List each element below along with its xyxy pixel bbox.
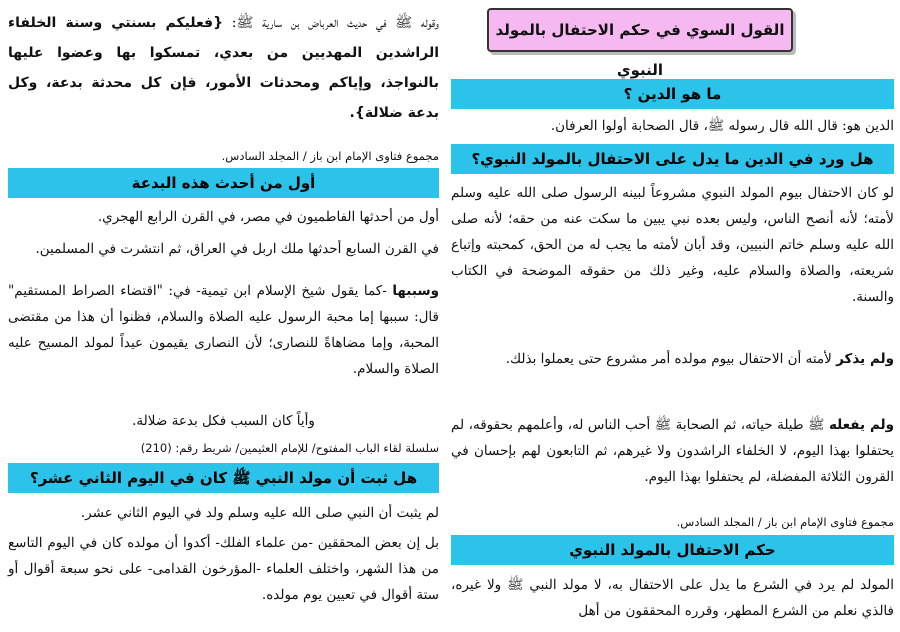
page-title-banner: القول السوي في حكم الاحتفال بالمولد النبوي xyxy=(487,8,793,52)
paragraph-text: لأمته أن الاحتفال بيوم مولده أمر مشروع حتى يعملوا بذلك. xyxy=(505,351,832,367)
section-heading-birth-date: هل ثبت أن مولد النبي ﷺ كان في اليوم الثاني عشر؟ xyxy=(8,463,439,493)
paragraph: وأياً كان السبب فكل بدعة ضلالة. xyxy=(132,413,315,429)
paragraph-text: -كما يقول شيخ الإسلام ابن تيمية- في: "اقتضاء الصراط المستقيم" قال: سببها إما محبة الرسول عليه الصلاة والسلام، فظنوا أن هذا من مقتضى المحبة، وإما مضاهاةً للنصارى؛ لأن النصارى يقيمون عيداً لمولد المسيح عليه الصلاة والسلام. xyxy=(8,283,439,377)
paragraph xyxy=(8,278,439,382)
emphasis: ولم يفعله xyxy=(828,417,894,433)
section-heading-ruling: حكم الاحتفال بالمولد النبوي xyxy=(451,535,894,565)
paragraph: المولد لم يرد في الشرع ما يدل على الاحتفال به، لا مولد النبي ﷺ ولا غيره، فالذي نعلم من الشرع المطهر، وقرره المحققون من أهل xyxy=(451,577,894,619)
section-heading-what-is-religion: ما هو الدين ؟ xyxy=(451,79,894,109)
paragraph: الدين هو: قال الله قال رسوله ﷺ، قال الصحابة أولوا العرفان. xyxy=(550,118,894,134)
emphasis: ولم يذكر xyxy=(836,351,894,367)
paragraph-text: ﷺ طيلة حياته، ثم الصحابة ﷺ أحب الناس له، وأعلمهم بحقوقه، لم يحتفلوا بهذا اليوم، لا الخلفاء الراشدون ولا غيرهم، ثم التابعون لهم بإحسان في القرون الثلاثة المفضلة، لم يحتفلوا بهذا اليوم. xyxy=(451,417,894,485)
paragraph xyxy=(451,346,894,372)
section-heading-first-innovators: أول من أحدث هذه البدعة xyxy=(8,168,439,198)
paragraph xyxy=(451,412,894,490)
emphasis: وسببها xyxy=(392,283,439,299)
source-citation: مجموع فتاوى الإمام ابن باز / المجلد السادس. xyxy=(676,515,894,529)
paragraph: لو كان الاحتفال بيوم المولد النبوي مشروعاً لبينه الرسول صلى الله عليه وسلم لأمته؛ لأنه أنصح الناس، وليس بعده نبي يبين ما سكت عنه من حقه؛ لأنه صلى الله عليه وسلم خاتم النبيين، وقد أبان لأمته ما يجب له من الحق، كمحبته وإتباع شريعته، والصلاة والسلام عليه، وغير ذلك من حقوقه الموضحة في الكتاب والسنة. xyxy=(451,185,894,305)
source-citation: مجموع فتاوى الإمام ابن باز / المجلد السادس. xyxy=(221,149,439,163)
hadith-lead: وقوله ﷺ في حديث العرباض بن سارية ﷺ: xyxy=(231,15,439,31)
paragraph: أول من أحدثها الفاطميون في مصر، في القرن الرابع الهجري. xyxy=(97,209,439,225)
hadith-quote xyxy=(8,8,439,128)
paragraph: بل إن بعض المحققين -من علماء الفلك- أكدوا أن مولده كان في اليوم التاسع من هذا الشهر، واختلف العلماء -المؤرخون القدامى- على نحو سبعة أقوال أو ستة أقوال في تعيين يوم مولده. xyxy=(8,535,439,603)
source-citation: سلسلة لقاء الباب المفتوح/ للإمام العثيمين/ شريط رقم: (210) xyxy=(140,441,439,455)
paragraph: في القرن السابع أحدثها ملك اربل في العراق، ثم انتشرت في المسلمين. xyxy=(35,241,439,257)
hadith-text: {فعليكم بسنتي وسنة الخلفاء الراشدين المهديين من بعدي، تمسكوا بها وعضوا عليها بالنواجذ، وإياكم ومحدثات الأمور، فإن كل محدثة بدعة، وكل بدعة ضلالة}. xyxy=(8,15,439,121)
section-heading-evidence: هل ورد في الدين ما يدل على الاحتفال بالمولد النبوي؟ xyxy=(451,144,894,174)
paragraph: لم يثبت أن النبي صلى الله عليه وسلم ولد في اليوم الثاني عشر. xyxy=(80,505,439,521)
